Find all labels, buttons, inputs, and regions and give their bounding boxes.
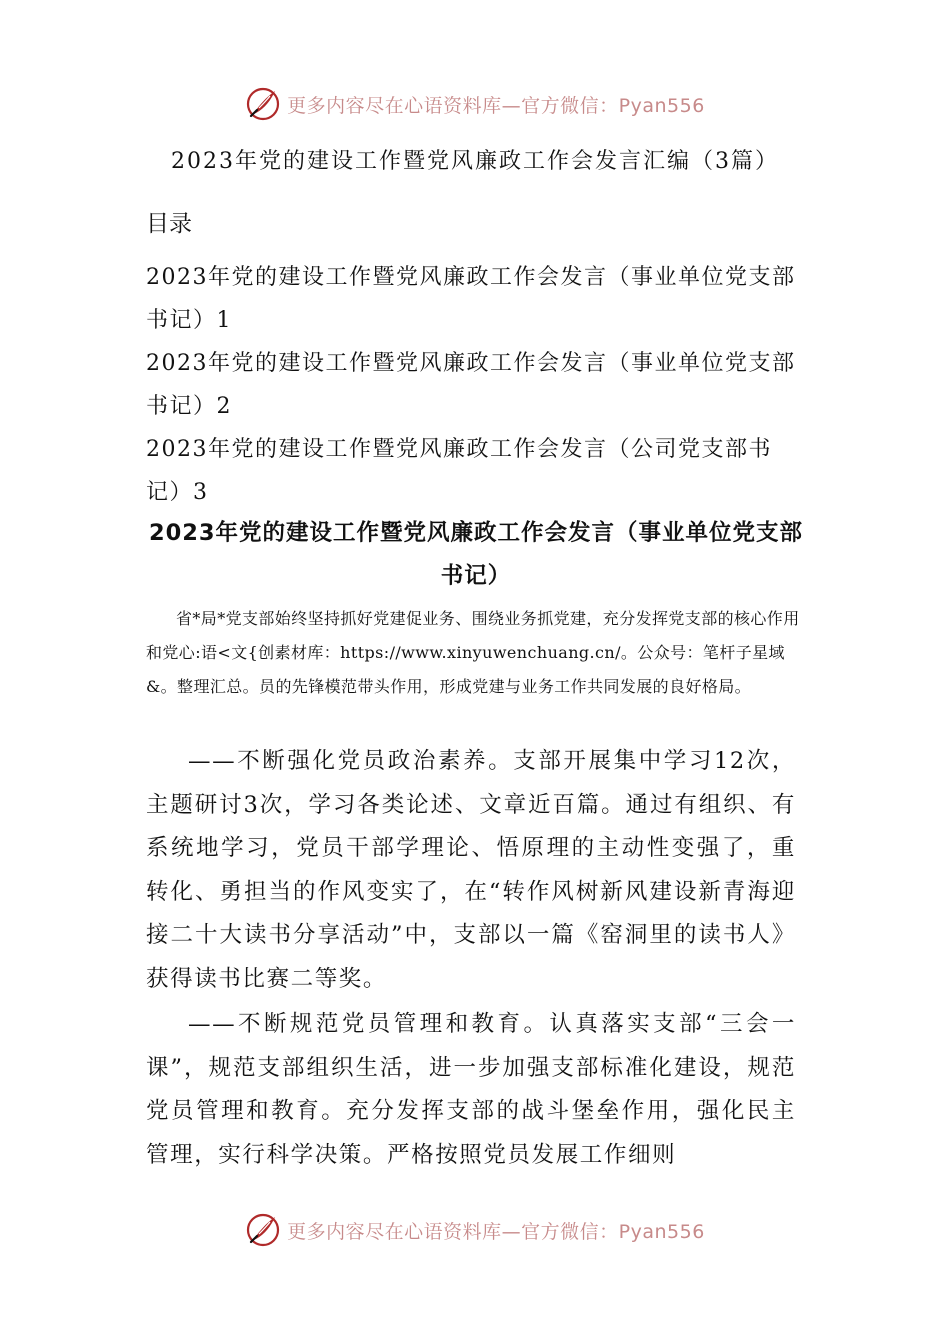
toc-heading: 目录	[146, 211, 192, 237]
watermark-text: 更多内容尽在心语资料库—官方微信：Pyan556	[287, 94, 705, 117]
document-title: 2023年党的建设工作暨党风廉政工作会发言汇编（3篇）	[171, 149, 779, 174]
section-title: 2023年党的建设工作暨党风廉政工作会发言（事业单位党支部书记）	[148, 520, 804, 589]
watermark-banner-top	[0, 82, 950, 126]
body-paragraph: ——不断规范党员管理和教育。认真落实支部“三会一课”，规范支部组织生活，进一步加强支部标准化建设，规范党员管理和教育。充分发挥支部的战斗堡垒作用，强化民主管理，实行科学决策。严格按照党员发展工作细则	[146, 1011, 796, 1168]
watermark-content	[245, 86, 705, 122]
body-paragraph: ——不断强化党员政治素养。支部开展集中学习12次，主题研讨3次，学习各类论述、文章近百篇。通过有组织、有系统地学习，党员干部学理论、悟原理的主动性变强了，重转化、勇担当的作风变实了，在“转作风树新风建设新青海迎接二十大读书分享活动”中，支部以一篇《窑洞里的读书人》获得读书比赛二等奖。	[146, 748, 796, 992]
quill-pen-logo-icon	[245, 86, 281, 122]
watermark-text: 更多内容尽在心语资料库—官方微信：Pyan556	[287, 1220, 705, 1243]
watermark-banner-bottom	[0, 1208, 950, 1252]
intro-paragraph: 省*局*党支部始终坚持抓好党建促业务、围绕业务抓党建，充分发挥党支部的核心作用和党心:语<文{创素材库：https://www.xinyuwenchuang.cn/。公众号：笔杆子星域&。整理汇总。员的先锋模范带头作用，形成党建与业务工作共同发展的良好格局。	[146, 609, 800, 696]
toc-item[interactable]: 2023年党的建设工作暨党风廉政工作会发言（公司党支部书记）3	[146, 437, 772, 505]
toc-item[interactable]: 2023年党的建设工作暨党风廉政工作会发言（事业单位党支部书记）1	[146, 265, 796, 333]
toc-item[interactable]: 2023年党的建设工作暨党风廉政工作会发言（事业单位党支部书记）2	[146, 351, 796, 419]
quill-pen-logo-icon	[245, 1212, 281, 1248]
watermark-content	[245, 1212, 705, 1248]
table-of-contents	[146, 206, 806, 514]
